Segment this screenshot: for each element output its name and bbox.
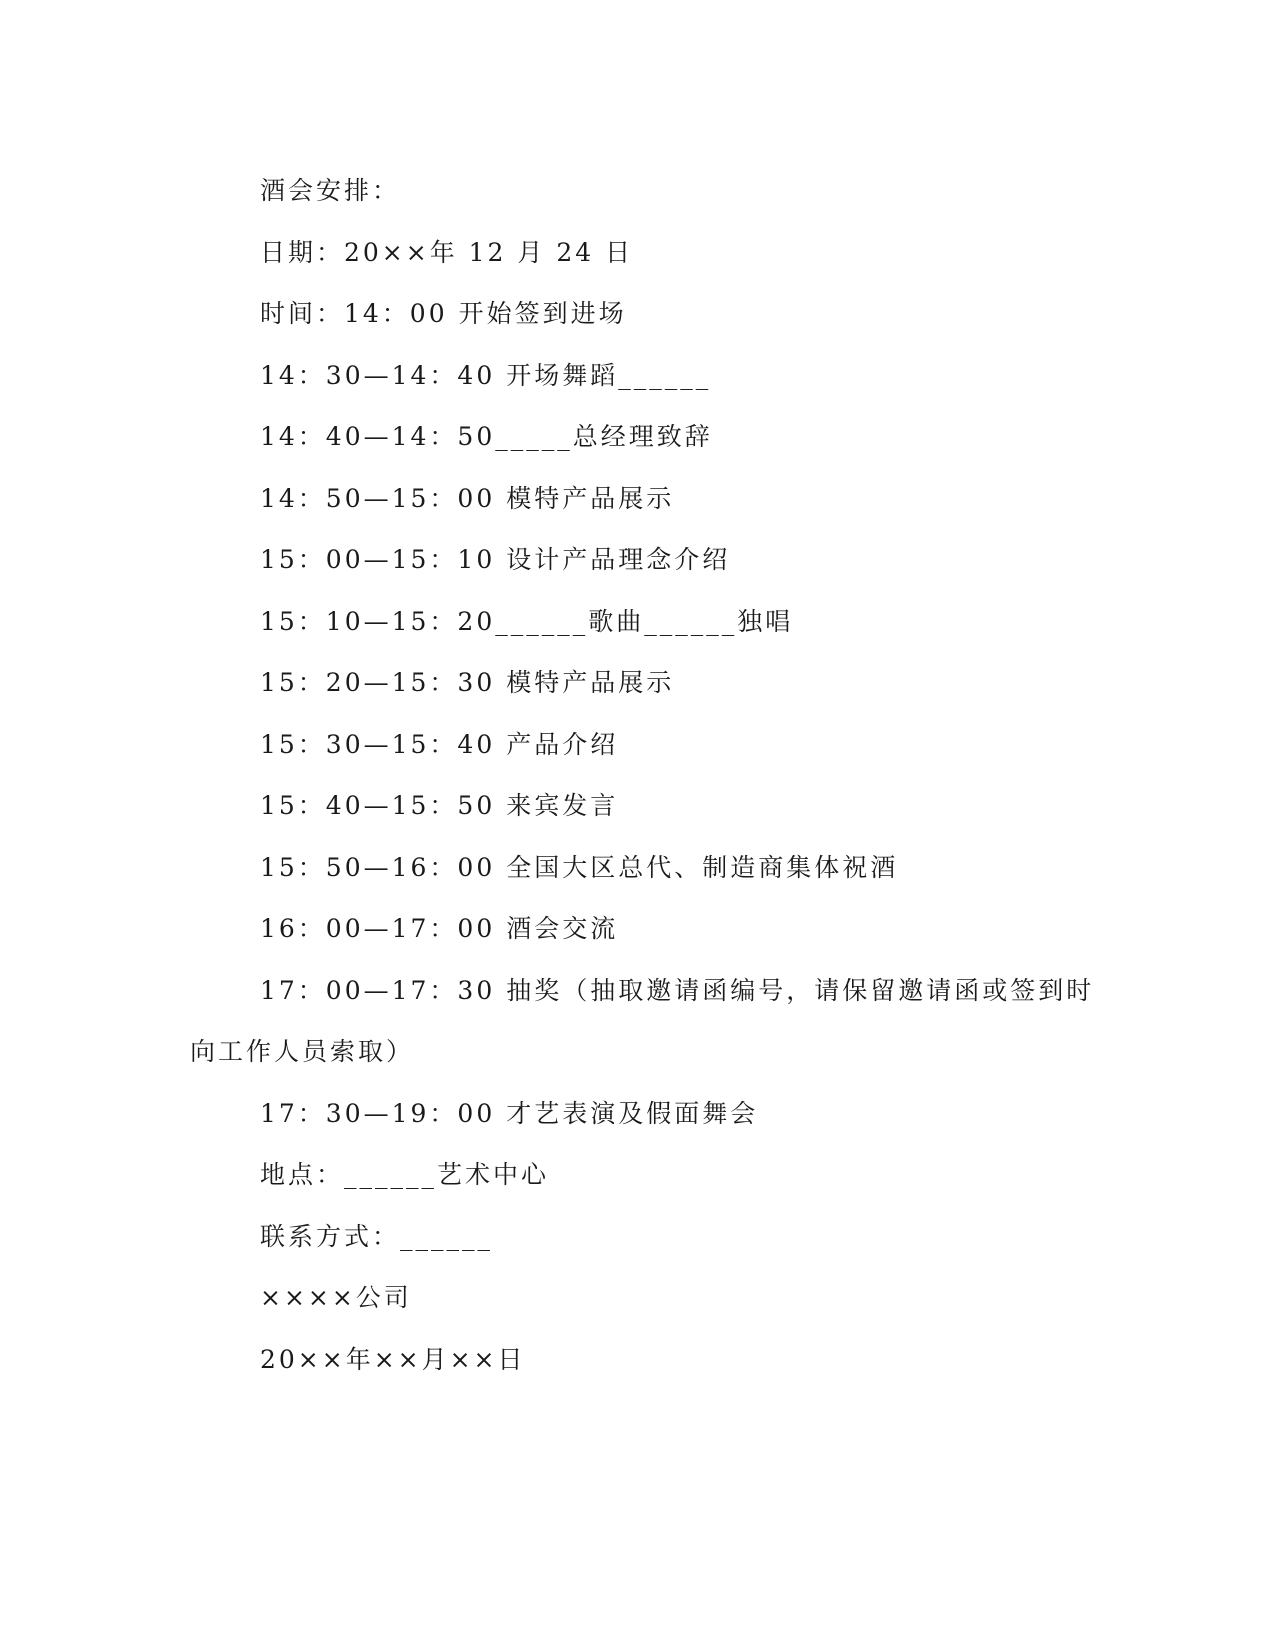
schedule-item: 14：40—14：50_____总经理致辞 bbox=[260, 422, 713, 451]
schedule-item: 15：50—16：00 全国大区总代、制造商集体祝酒 bbox=[260, 852, 899, 882]
schedule-item: 17：30—19：00 才艺表演及假面舞会 bbox=[260, 1098, 759, 1128]
schedule-item: 15：00—15：10 设计产品理念介绍 bbox=[260, 545, 731, 574]
event-location: 地点：______艺术中心 bbox=[260, 1160, 550, 1189]
schedule-item-continuation: 向工作人员索取） bbox=[190, 1037, 415, 1066]
contact-info: 联系方式：______ bbox=[260, 1221, 494, 1251]
schedule-item: 14：50—15：00 模特产品展示 bbox=[260, 483, 675, 513]
schedule-item: 15：40—15：50 来宾发言 bbox=[260, 791, 619, 820]
event-date: 日期：20××年 12 月 24 日 bbox=[260, 237, 634, 267]
schedule-item: 17：00—17：30 抽奖（抽取邀请函编号，请保留邀请函或签到时 bbox=[260, 975, 1095, 1005]
company-signature: ××××公司 bbox=[260, 1283, 412, 1312]
schedule-item: 15：10—15：20______歌曲______独唱 bbox=[260, 606, 794, 636]
schedule-item: 15：20—15：30 模特产品展示 bbox=[260, 668, 675, 697]
schedule-item: 14：30—14：40 开场舞蹈______ bbox=[260, 360, 712, 390]
schedule-item: 15：30—15：40 产品介绍 bbox=[260, 729, 619, 759]
signature-date: 20××年××月××日 bbox=[260, 1344, 526, 1374]
section-heading: 酒会安排： bbox=[260, 176, 401, 205]
schedule-item: 16：00—17：00 酒会交流 bbox=[260, 914, 619, 943]
event-time: 时间：14：00 开始签到进场 bbox=[260, 299, 627, 328]
document-body bbox=[190, 160, 1095, 1390]
